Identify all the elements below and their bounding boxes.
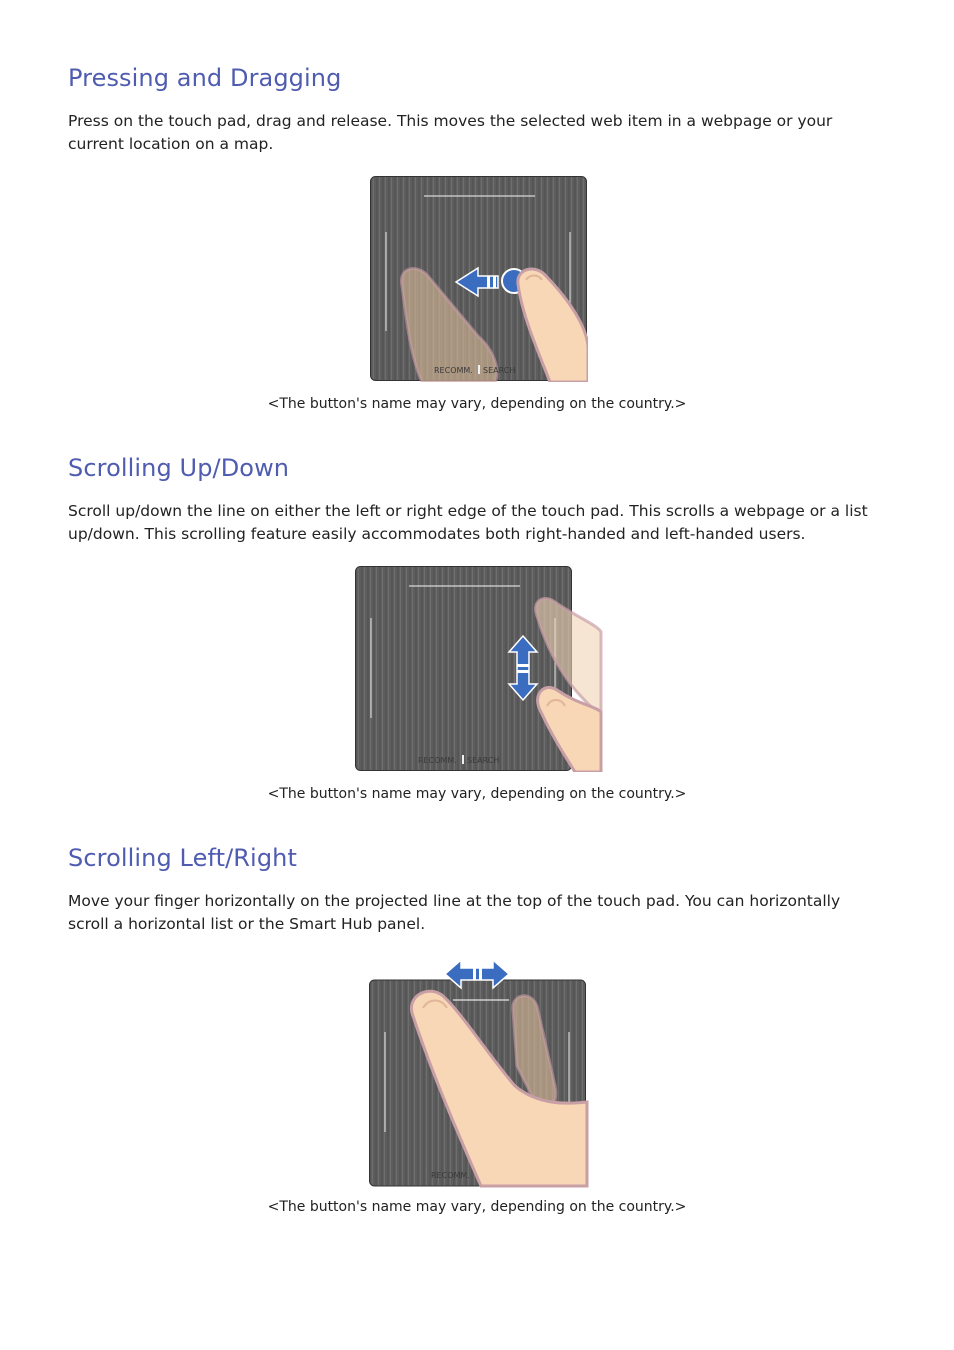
- figure-caption-pressing-dragging: <The button's name may vary, depending on the country.>: [267, 396, 687, 412]
- section-body-scrolling-left-right: Move your finger horizontally on the projected line at the top of the touch pad. You can horizontally scroll a horizontal list or the Smart Hub panel.: [68, 892, 841, 933]
- touchpad-figure-scrolling-up-down: [355, 566, 603, 772]
- recomm-button-label: RECOMM.: [418, 756, 457, 765]
- recomm-button-label: RECOMM.: [431, 1171, 470, 1180]
- touchpad-figure-pressing-dragging: [370, 176, 588, 382]
- section-body-pressing-dragging: Press on the touch pad, drag and release. This moves the selected web item in a webpage or your current location on a map.: [68, 112, 833, 153]
- touchpad-surface: [356, 567, 572, 771]
- figure-caption-scrolling-up-down: <The button's name may vary, depending on the country.>: [267, 786, 687, 802]
- section-heading-pressing-dragging: Pressing and Dragging: [68, 64, 342, 92]
- touchpad-figure-scrolling-left-right: [369, 956, 589, 1188]
- search-button-label: SEARCH: [467, 756, 500, 765]
- section-body-scrolling-up-down: Scroll up/down the line on either the left or right edge of the touch pad. This scrolls a webpage or a list up/down. This scrolling feature easily accommodates both right-handed and left-handed users.: [68, 502, 868, 543]
- figure-caption-scrolling-left-right: <The button's name may vary, depending on the country.>: [267, 1199, 687, 1215]
- section-heading-scrolling-up-down: Scrolling Up/Down: [68, 454, 290, 482]
- section-heading-scrolling-left-right: Scrolling Left/Right: [68, 844, 297, 872]
- search-button-label: SEARCH: [483, 366, 516, 375]
- recomm-button-label: RECOMM.: [434, 366, 473, 375]
